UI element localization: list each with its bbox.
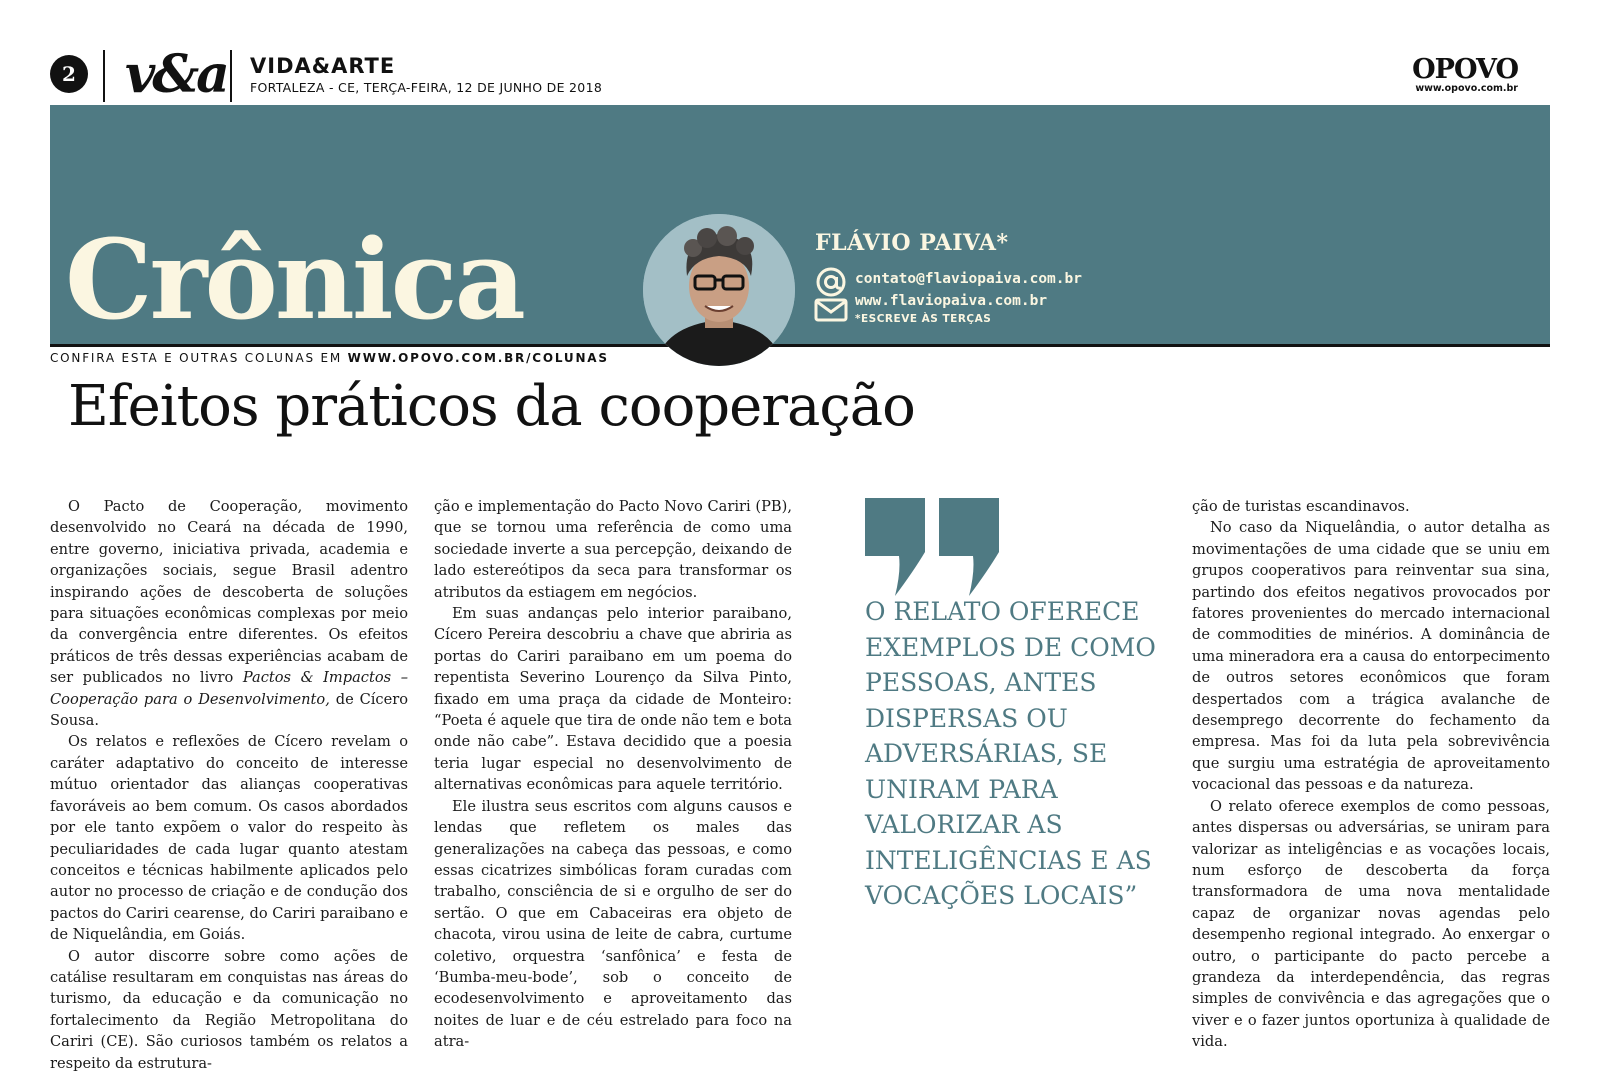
author-photo-illustration bbox=[643, 214, 795, 366]
publication-url[interactable]: www.opovo.com.br bbox=[1415, 83, 1518, 94]
paragraph: O relato oferece exemplos de como pessoas, antes dispersas ou adversárias, se uniram para valorizar as inteligências e as vocações locais, num esforço de descoberta da força transformadora de uma nova mentalidade capaz de organizar novas agendas pelo desempenho regional integrado. Ao enxergar o outro, o participante do pacto percebe a grandeza da interdependência, das regras simples de convivência e das agregações que o viver e o fazer juntos oportuniza à qualidade de vida. bbox=[1192, 797, 1550, 1051]
article-headline: Efeitos práticos da cooperação bbox=[68, 374, 915, 439]
confira-url[interactable]: WWW.OPOVO.COM.BR/COLUNAS bbox=[347, 351, 609, 365]
author-name: FLÁVIO PAIVA* bbox=[815, 230, 1009, 256]
at-icon bbox=[815, 266, 847, 302]
confira-text: CONFIRA ESTA E OUTRAS COLUNAS EM bbox=[50, 351, 348, 365]
paragraph: Ele ilustra seus escritos com alguns causos e lendas que refletem os males das generalizações na cabeça das pessoas, e como essas cicatrizes simbólicas foram curadas com trabalho, consciência de si e orgulho de ser do sertão. O que em Cabaceiras era objeto de chacota, virou usina de leite de cabra, curtume coletivo, orquestra ‘sanfônica’ e festa de ‘Bumba-meu-bode’, sob o conceito de ecodesenvolvimento e aproveitamento das noites de luar e de céu estrelado para foco na atra- bbox=[434, 797, 792, 1051]
column-kicker: Crônica bbox=[65, 215, 523, 344]
paragraph: ção de turistas escandinavos. bbox=[1192, 498, 1410, 515]
author-website[interactable]: www.flaviopaiva.com.br bbox=[855, 293, 1048, 309]
section-title: VIDA&ARTE bbox=[250, 54, 396, 78]
article-column-4 bbox=[1192, 496, 1550, 1053]
paragraph: ção e implementação do Pacto Novo Cariri (PB), que se tornou uma referência de como uma sociedade inverte a sua percepção, deixando de lado estereótipos da seca para transformar os atributos da estiagem em negócios. bbox=[434, 498, 792, 601]
publication-logo: OPOVO bbox=[1412, 54, 1518, 85]
envelope-icon bbox=[814, 298, 848, 326]
author-avatar bbox=[643, 214, 795, 366]
book-title: Pactos & Impactos – Cooperação para o Desenvolvimento, bbox=[50, 669, 408, 708]
paragraph: Os relatos e reflexões de Cícero revelam o caráter adaptativo do conceito de interesse mútuo orientador das alianças cooperativas favoráveis ao bem comum. Os casos abordados por ele tanto expõem o valor do respeito às peculiaridades de cada lugar quanto atestam conceitos e técnicas habilmente aplicados pelo autor no processo de criação e de condução dos pactos do Cariri cearense, do Cariri paraibano e de Niquelândia, em Goiás. bbox=[50, 733, 408, 944]
quote-marks-icon bbox=[865, 498, 1001, 600]
paragraph: O autor discorre sobre como ações de catálise resultaram em conquistas nas áreas do turismo, da educação e da comunicação no fortalecimento da Região Metropolitana do Cariri (CE). São curiosos também os relatos a respeito da estrutura- bbox=[50, 947, 408, 1072]
author-email[interactable]: contato@flaviopaiva.com.br bbox=[855, 271, 1082, 287]
article-column-2 bbox=[434, 496, 792, 1053]
paragraph bbox=[50, 496, 408, 731]
page-number: 2 bbox=[50, 55, 88, 93]
confira-line bbox=[50, 351, 609, 365]
text-run: de Cícero Sousa. bbox=[50, 690, 408, 730]
vida-arte-logo: v&a bbox=[125, 44, 227, 105]
dateline: FORTALEZA - CE, TERÇA-FEIRA, 12 DE JUNHO DE 2018 bbox=[250, 80, 603, 95]
header-divider bbox=[103, 50, 105, 102]
header-divider bbox=[230, 50, 232, 102]
paragraph: No caso da Niquelândia, o autor detalha as movimentações de uma cidade que se uniu em grupos cooperativos para reinventar sua sina, partindo dos efeitos negativos provocados por fatores provenientes do mercado internacional de commodities de minérios. A dominância de uma mineradora era a causa do entorpecimento de outros setores econômicos que foram despertados com a trágica avalanche de desemprego decorrente do fechamento da empresa. Mas foi da luta pela sobrevivência que surgiu uma estratégia de aproveitamento vocacional das pessoas e da natureza. bbox=[1192, 519, 1550, 794]
paragraph: Em suas andanças pelo interior paraibano, Cícero Pereira descobriu a chave que abriria as portas do Cariri paraibano em um poema do repentista Severino Lourenço da Silva Pinto, fixado em uma praça da cidade de Monteiro: “Poeta é aquele que tira de onde não tem e bota onde não cabe”. Estava decidido que a poesia teria lugar especial no desenvolvimento de alternativas econômicas para aquele território. bbox=[434, 605, 792, 794]
article-column-1 bbox=[50, 496, 408, 1074]
text-run: O Pacto de Cooperação, movimento desenvolvido no Ceará na década de 1990, entre governo, iniciativa privada, academia e organizações sociais, segue Brasil adentro inspirando ações de descoberta de soluções para situações econômicas complexas por meio da convergência entre diferentes. Os efeitos práticos de três dessas experiências acabam de ser publicados no livro bbox=[50, 498, 408, 687]
column-schedule-note: *ESCREVE ÀS TERÇAS bbox=[855, 313, 992, 325]
pull-quote: O RELATO OFERECE EXEMPLOS DE COMO PESSOAS, ANTES DISPERSAS OU ADVERSÁRIAS, SE UNIRAM PARA VALORIZAR AS INTELIGÊNCIAS E AS VOCAÇÕES LOCAIS” bbox=[865, 597, 1156, 910]
